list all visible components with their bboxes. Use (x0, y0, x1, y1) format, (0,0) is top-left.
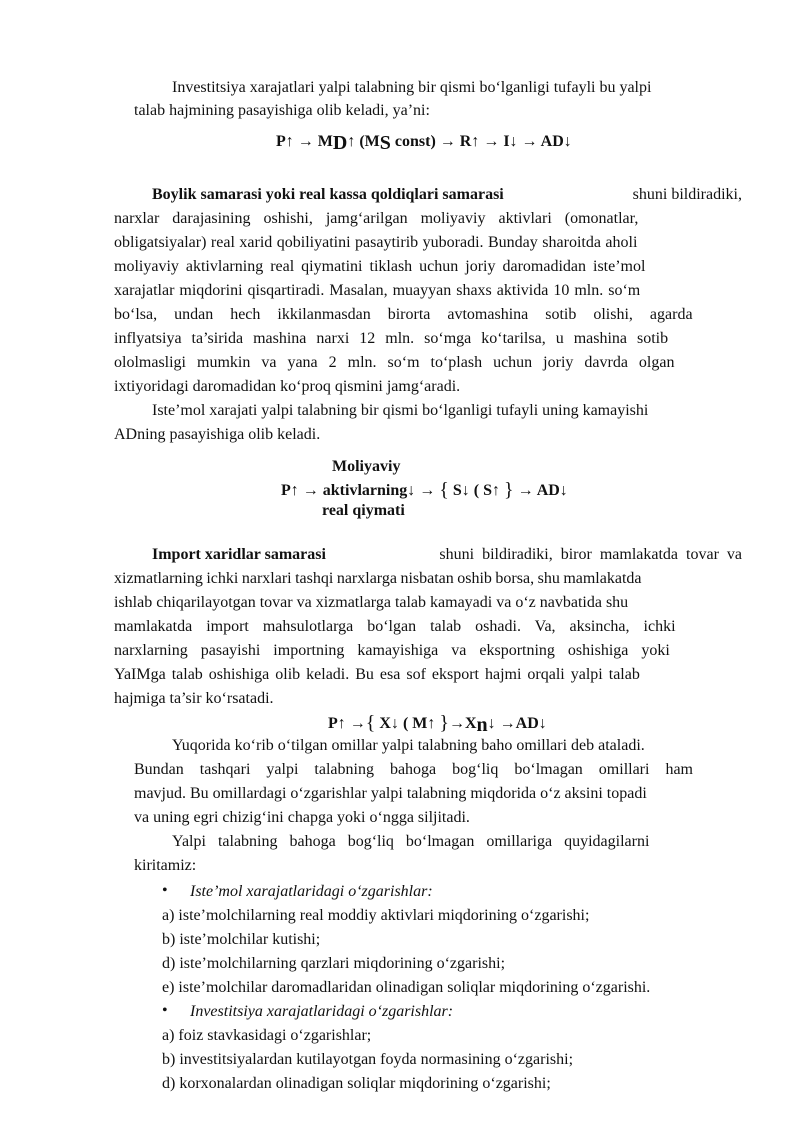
bullet-icon: • (162, 1002, 168, 1019)
formula-part: → AD↓ (513, 482, 568, 499)
text: shuni bildiradiki, (632, 186, 742, 203)
paragraph-line: xarajatlar miqdorini qisqartiradi. Masalan, muayyan shaxs aktivida 10 mln. so‘m (114, 282, 641, 299)
formula-part: P↑ → (328, 715, 366, 732)
formula-label-bottom: real qiymati (322, 502, 405, 519)
paragraph-line: ishlab chiqarilayotgan tovar va xizmatlarga talab kamayadi va o‘z navbatida shu (114, 594, 629, 611)
paragraph-line: Yalpi talabning bahoga bog‘liq bo‘lmagan omillariga quyidagilarni (172, 833, 650, 850)
brace: } (439, 712, 449, 734)
paragraph-line: va uning egri chizig‘ini chapga yoki o‘ngga siljitadi. (134, 809, 470, 826)
brace: { (439, 479, 449, 501)
formula-subscript: S (379, 132, 391, 154)
list-item: a) iste’molchilarning real moddiy aktivlari miqdorining o‘zgarishi; (162, 907, 590, 924)
formula-part: P↑ → aktivlarning↓ → (281, 482, 436, 499)
formula-part: ↑ (M (347, 133, 380, 150)
paragraph-line: hajmiga ta’sir ko‘rsatadi. (114, 690, 274, 707)
paragraph-line: mamlakatda import mahsulotlarga bo‘lgan talab oshadi. Va, aksincha, ichki (114, 618, 676, 635)
paragraph-line (152, 185, 742, 205)
paragraph-line: ololmasligi mumkin va yana 2 mln. so‘m to‘plash uchun joriy davrda olgan (114, 354, 675, 371)
formula-part: ↓ →AD↓ (487, 715, 547, 732)
text: narxlar darajasining oshishi, jamg‘arilgan moliyaviy aktivlari (omonatlar, (114, 210, 639, 227)
paragraph-line: Bundan tashqari yalpi talabning bahoga bog‘liq bo‘lmagan omillari ham (134, 761, 693, 778)
list-item: b) iste’molchilar kutishi; (162, 931, 321, 948)
paragraph-line: Investitsiya xarajatlari yalpi talabning bir qismi bo‘lganligi tufayli bu yalpi (172, 79, 652, 96)
formula-part: S↓ ( S↑ (448, 482, 504, 499)
formula-subscript: D (332, 132, 348, 154)
paragraph-line: bo‘lsa, undan hech ikkilanmasdan birorta avtomashina sotib olishi, agarda (114, 306, 693, 323)
list-title: Investitsiya xarajatlaridagi o‘zgarishlar: (190, 1003, 454, 1020)
paragraph-line: inflyatsiya ta’sirida mashina narxi 12 mln. so‘mga ko‘tarilsa, u mashina sotib (114, 330, 669, 347)
list-item: d) korxonalardan olinadigan soliqlar miqdorining o‘zgarishi; (162, 1075, 551, 1092)
paragraph-line (152, 545, 742, 565)
list-item: a) foiz stavkasidagi o‘zgarishlar; (162, 1027, 372, 1044)
formula-wealth (281, 479, 568, 501)
paragraph-line: Iste’mol xarajati yalpi talabning bir qismi bo‘lganligi tufayli uning kamayishi (152, 402, 649, 419)
list-item: d) iste’molchilarning qarzlari miqdorining o‘zgarishi; (162, 955, 506, 972)
bold-term: Boylik samarasi yoki real kassa qoldiqlari samarasi (152, 186, 504, 203)
paragraph-line: talab hajmining pasayishiga olib keladi, ya’ni: (134, 102, 430, 119)
paragraph-line: mavjud. Bu omillardagi o‘zgarishlar yalpi talabning miqdorida o‘z aksini topadi (134, 785, 647, 802)
bullet-icon: • (162, 882, 168, 899)
brace: { (365, 712, 376, 734)
list-title: Iste’mol xarajatlaridagi o‘zgarishlar: (190, 883, 433, 900)
paragraph-line: YaIMga talab oshishiga olib keladi. Bu esa sof eksport hajmi orqali yalpi talab (114, 666, 640, 683)
formula-part: P↑ → M (276, 133, 333, 150)
list-item: e) iste’molchilar daromadlaridan olinadigan soliqlar miqdorining o‘zgarishi. (162, 979, 651, 996)
list-item: b) investitsiyalardan kutilayotgan foyda normasining o‘zgarishi; (162, 1051, 574, 1068)
formula-part: →X (448, 715, 477, 732)
paragraph-line: ixtiyoridagi daromadidan ko‘proq qismini jamg‘aradi. (114, 378, 461, 395)
formula-part: X↓ ( M↑ (375, 715, 440, 732)
paragraph-line: moliyaviy aktivlarning real qiymatini tiklash uchun joriy daromadidan iste’mol (114, 258, 646, 275)
formula-investment (276, 130, 572, 152)
formula-part: const) → R↑ → I↓ → AD↓ (390, 133, 572, 150)
paragraph-line: kiritamiz: (134, 857, 197, 874)
paragraph-line: Yuqorida ko‘rib o‘tilgan omillar yalpi talabning baho omillari deb ataladi. (172, 737, 645, 754)
formula-label-top: Moliyaviy (332, 458, 401, 475)
text: shuni bildiradiki, biror mamlakatda tovar va (439, 546, 742, 563)
paragraph-line: obligatsiyalar) real xarid qobiliyatini pasaytirib yuboradi. Bunday sharoitda aholi (114, 234, 638, 251)
paragraph-line: xizmatlarning ichki narxlari tashqi narxlarga nisbatan oshib borsa, shu mamlakatda (114, 570, 642, 587)
bold-term: Import xaridlar samarasi (152, 546, 326, 563)
paragraph-line: narxlarning pasayishi importning kamayishiga va eksportning oshishiga yoki (114, 642, 670, 659)
paragraph-line (114, 209, 742, 229)
formula-subscript: n (476, 714, 488, 736)
paragraph-line: ADning pasayishiga olib keladi. (114, 426, 321, 443)
formula-import (328, 712, 547, 734)
brace: } (503, 479, 514, 501)
